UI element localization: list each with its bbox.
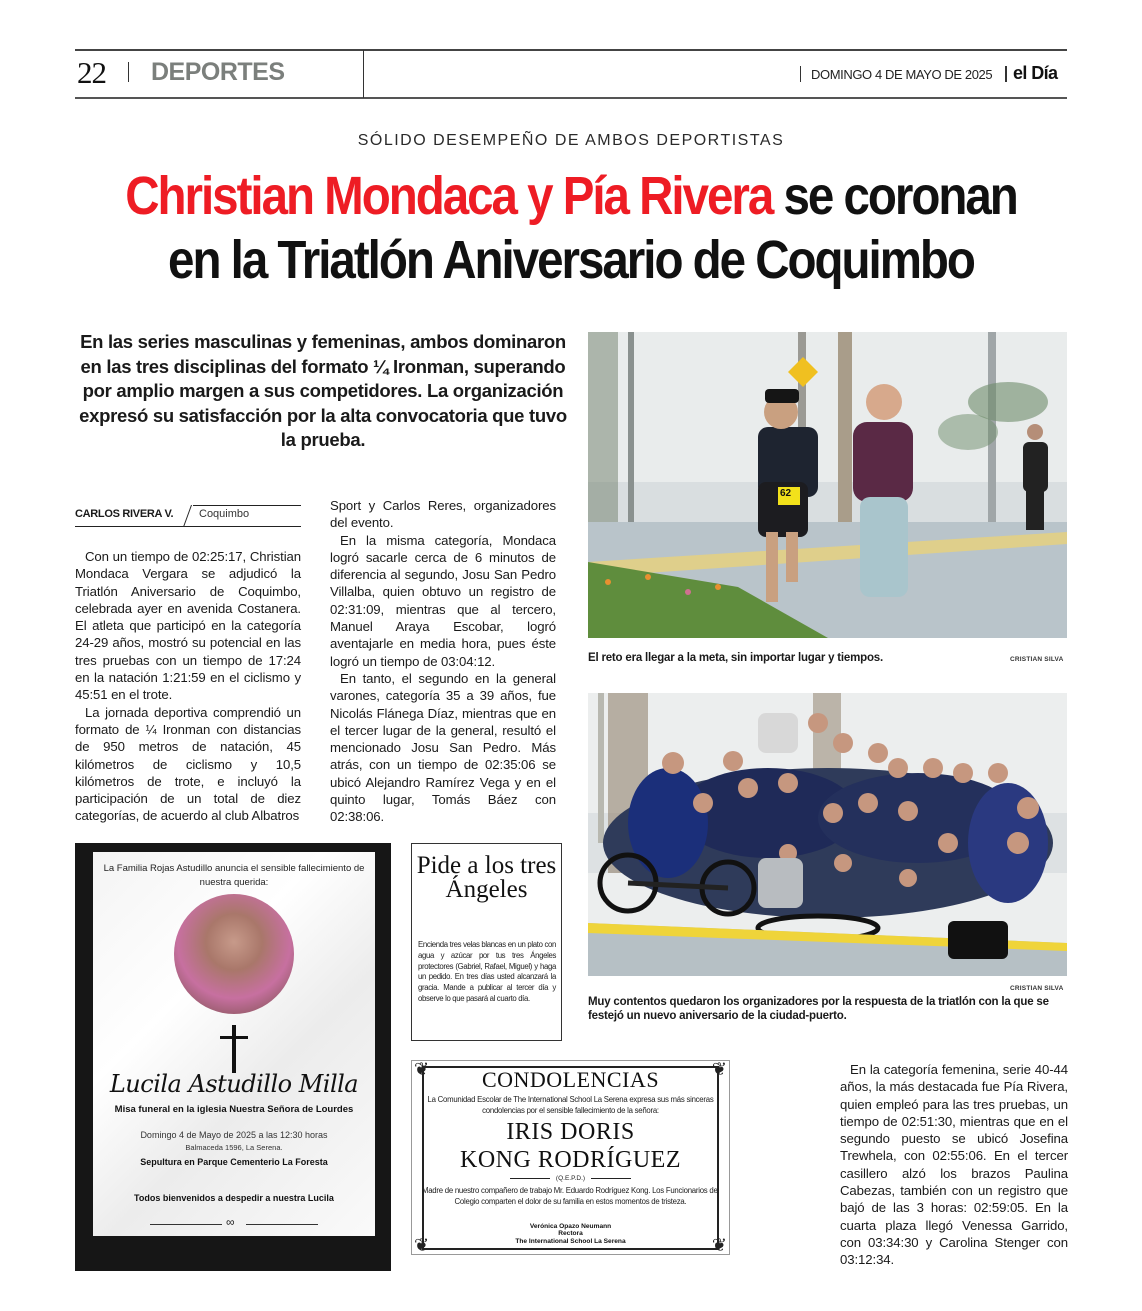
headline-text-1: se coronan: [772, 166, 1017, 226]
photo-credit: CRISTIAN SILVA: [1010, 656, 1064, 663]
condolences-body: Madre de nuestro compañero de trabajo Mr. Eduardo Rodríguez Kong. Los Funcionarios del Colegio comparten el dolor de su familia en estos momentos de tristeza.: [421, 1186, 720, 1206]
institution-name: The International School La Serena: [515, 1237, 626, 1245]
funeral-address: Balmaceda 1596, La Serena.: [185, 1143, 283, 1152]
funeral-datetime: Domingo 4 de Mayo de 2025 a las 12:30 horas: [140, 1130, 328, 1140]
deceased-name-line-2: KONG RODRÍGUEZ: [460, 1147, 681, 1173]
obituary-portrait: [174, 894, 294, 1014]
signer-name: Verónica Opazo Neumann: [529, 1223, 612, 1230]
article-column-2: [330, 497, 556, 826]
photo-group: [588, 693, 1067, 976]
header-bottom-rule: [75, 97, 1067, 99]
angels-prayer-ad: [411, 843, 562, 1041]
header-separator: [128, 62, 129, 82]
article-kicker: SÓLIDO DESEMPEÑO DE AMBOS DEPORTISTAS: [357, 132, 785, 149]
obituary-closing: Todos bienvenidos a despedir a nuestra Lucila: [134, 1193, 334, 1203]
header-separator: [1005, 66, 1007, 82]
page-number: 22: [77, 55, 106, 90]
paragraph: En tanto, el segundo en la general varones, categoría 35 a 39 años, fue Nicolás Flánega Díaz, mientras que en el tercer lugar de la general, resultó el mencionado Josu San Pedro. Más atrás, con un tiempo de 02:35:06 se ubicó Alejandro Ramírez Vega y en el quinto lugar, Tomás Báez con 02:38:06.: [330, 670, 556, 825]
paragraph-continuation: Sport y Carlos Reres, organizadores del evento.: [330, 498, 556, 531]
photo-caption: Muy contentos quedaron los organizadores por la respuesta de la triatlón con la que se festejó un nuevo aniversario de la ciudad-puerto.: [588, 996, 1049, 1022]
qepd-label: [412, 1175, 729, 1182]
header-divider: [363, 50, 364, 98]
author-name: CARLOS RIVERA V.: [75, 508, 174, 520]
header-separator: [800, 66, 801, 82]
photo-caption: El reto era llegar a la meta, sin importar lugar y tiempos.: [588, 652, 883, 664]
condolences-intro: La Comunidad Escolar de The International School La Serena expresa sus más sinceras condolencias por el sensible fallecimiento de la señora:: [427, 1095, 714, 1115]
corner-flourish-icon: ❦: [711, 1059, 727, 1080]
issue-date: DOMINGO 4 DE MAYO DE 2025: [811, 67, 993, 82]
article-lead: En las series masculinas y femeninas, ambos dominaron en las tres disciplinas del formato ¼ Ironman, superando por amplio margen a sus competidores. La organización expresó su satisfacción por la alta convocatoria que tuvo la prueba.: [79, 331, 567, 450]
byline-rule: [193, 505, 301, 506]
obituary-card: [93, 852, 375, 1236]
section-name: DEPORTES: [151, 58, 285, 86]
corner-flourish-icon: ❦: [414, 1059, 430, 1080]
condolences-title: CONDOLENCIAS: [481, 1067, 660, 1092]
qepd-text: (Q.E.P.D.): [555, 1175, 586, 1182]
byline: [75, 505, 301, 527]
cross-icon: [232, 1025, 236, 1073]
condolences-ad: [411, 1060, 730, 1255]
dateline-location: Coquimbo: [199, 508, 250, 520]
cross-icon-bar: [220, 1036, 248, 1039]
photo-group-illustration: [588, 693, 1067, 976]
condolences-signature: [412, 1223, 729, 1245]
paragraph: La jornada deportiva comprendió un formato de ¼ Ironman con distancias de 950 metros de natación, 45 kilómetros de ciclismo y 10,5 kilómetros de trote, e incluyó la participación de un total de diez categorías, de acuerdo al club Albatros: [75, 704, 301, 824]
bib-number: 62: [780, 488, 792, 499]
obituary-ad: [75, 843, 391, 1271]
photo-credit: CRISTIAN SILVA: [1010, 985, 1064, 992]
angels-body: Encienda tres velas blancas en un plato con agua y azúcar por tus tres Ángeles protectores (Gabriel, Rafael, Miguel) y haga un pedido. En tres días usted alcanzará la gracia. Mande a publicar al tercer día y observe lo que pasará al cuarto día.: [418, 940, 556, 1003]
paragraph: En la categoría femenina, serie 40-44 años, la más destacada fue Pía Rivera, quien empleó para las tres pruebas, un tiempo de 02:51:30, mientras que en el segundo puesto se ubicó Josefina Trewhela, con 02:55:06. En el tercer casillero alzó los brazos Paulina Cabezas, también con un registro que bajó de las 3 horas: 02:59:05. En la cuarta plaza llegó Venessa Garrido, con 03:34:30 y Carolina Stenger con 03:12:34.: [840, 1062, 1068, 1268]
deceased-name: Lucila Astudillo Milla: [109, 1070, 359, 1098]
photo-runners-illustration: [588, 332, 1067, 638]
paragraph: En la misma categoría, Mondaca logró sacarle cerca de 6 minutos de diferencia al segundo, Josu San Pedro Villalba, quien obtuvo un registro de 02:31:09, mientras que al tercero, Manuel Araya Escobar, logró aventajarle en media hora, pues éste logró un tiempo de 03:04:12.: [330, 532, 556, 669]
byline-slash: [183, 505, 192, 527]
article-headline: [121, 164, 1020, 292]
burial-location: Sepultura en Parque Cementerio La Foresta: [140, 1157, 328, 1167]
article-column-3: [840, 1061, 1068, 1269]
paragraph: Con un tiempo de 02:25:17, Christian Mondaca Vergara se adjudicó la Triatlón Aniversario de Coquimbo, celebrada ayer en avenida Costanera. El atleta que participó en la categoría 24-29 años, mostró su potencial en las tres pruebas con un tiempo de 17:24 en la natación 1:21:59 en el ciclismo y 45:51 en el trote.: [75, 549, 301, 703]
headline-highlight: Christian Mondaca y Pía Rivera: [125, 166, 773, 226]
deceased-name-line-1: IRIS DORIS: [506, 1119, 635, 1145]
corner-flourish-icon: ❦: [711, 1235, 727, 1256]
ornament-divider: [150, 1215, 318, 1230]
obituary-intro: La Familia Rojas Astudillo anuncia el sensible fallecimiento de nuestra querida:: [103, 863, 365, 888]
photo-runners: [588, 332, 1067, 638]
headline-text-2: en la Triatlón Aniversario de Coquimbo: [168, 230, 974, 290]
header-top-rule: [75, 49, 1067, 51]
newspaper-logo: el Día: [1013, 63, 1058, 83]
funeral-mass: Misa funeral en la iglesia Nuestra Señora de Lourdes: [114, 1104, 354, 1115]
infinity-icon: ∞: [226, 1215, 235, 1229]
article-column-1: [75, 548, 301, 825]
angels-title: Pide a los tres Ángeles: [416, 852, 557, 903]
signer-role: Rectora: [558, 1230, 583, 1238]
corner-flourish-icon: ❦: [414, 1235, 430, 1256]
